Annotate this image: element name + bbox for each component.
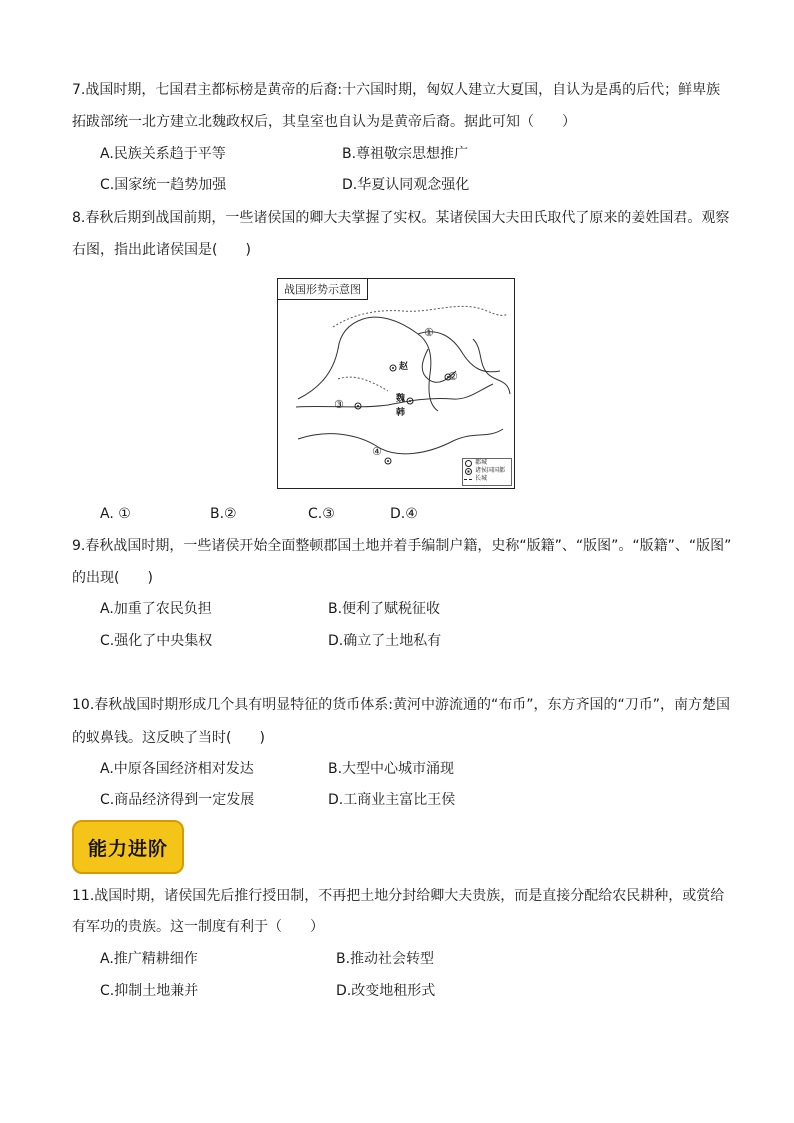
question-9-text-line1: 9.春秋战国时期，一些诸侯开始全面整顿郡国土地并着手编制户籍，史称“版籍”、“版图”。“版籍”、“版图” <box>72 538 732 554</box>
question-8-text-line2: 右图，指出此诸侯国是( ) <box>72 242 251 258</box>
question-7-option-a[interactable]: A.民族关系趋于平等 <box>100 146 226 162</box>
question-11-option-a[interactable]: A.推广精耕细作 <box>100 951 198 967</box>
warring-states-map <box>277 278 515 489</box>
map-drawing <box>278 279 513 487</box>
question-9-option-a[interactable]: A.加重了农民负担 <box>100 601 212 617</box>
map-legend <box>462 458 512 486</box>
map-marker-4: ④ <box>372 445 382 458</box>
question-7-option-b[interactable]: B.尊祖敬宗思想推广 <box>342 146 469 162</box>
question-7-option-d[interactable]: D.华夏认同观念强化 <box>342 177 470 193</box>
question-7-option-c[interactable]: C.国家统一趋势加强 <box>100 177 227 193</box>
legend-great-wall: 长城 <box>463 475 511 483</box>
question-11-option-d[interactable]: D.改变地租形式 <box>336 983 436 999</box>
question-11-text-line2: 有军功的贵族。这一制度有利于（ ） <box>72 919 324 935</box>
question-9-text-line2: 的出现( ) <box>72 570 153 586</box>
question-7-text-line2: 拓跋部统一北方建立北魏政权后，其皇室也自认为是黄帝后裔。据此可知（ ） <box>72 114 576 130</box>
legend-capital: 都城 <box>463 459 511 467</box>
question-9-option-c[interactable]: C.强化了中央集权 <box>100 633 213 649</box>
question-10-option-d[interactable]: D.工商业主富比王侯 <box>328 792 456 808</box>
legend-state-capital: 诸侯国国都 <box>463 467 511 475</box>
question-10-text-line1: 10.春秋战国时期形成几个具有明显特征的货币体系:黄河中游流通的“布币”，东方齐国的“刀币”，南方楚国 <box>72 697 730 713</box>
question-7-text-line1: 7.战国时期，七国君主都标榜是黄帝的后裔:十六国时期，匈奴人建立大夏国，自认为是禹的后代；鲜卑族 <box>72 82 721 98</box>
question-10-option-b[interactable]: B.大型中心城市涌现 <box>328 761 455 777</box>
map-label-zhao: 赵 <box>399 362 409 372</box>
map-marker-3: ③ <box>334 398 344 411</box>
map-label-han: 韩 <box>396 408 406 418</box>
question-11-option-c[interactable]: C.抑制土地兼并 <box>100 983 199 999</box>
question-9-option-b[interactable]: B.便利了赋税征收 <box>328 601 441 617</box>
question-10-option-a[interactable]: A.中原各国经济相对发达 <box>100 761 254 777</box>
question-9-option-d[interactable]: D.确立了土地私有 <box>328 633 442 649</box>
map-label-wei: 魏 <box>396 394 406 404</box>
question-8-option-c[interactable]: C.③ <box>308 506 335 522</box>
question-8-option-a[interactable]: A. ① <box>100 506 131 522</box>
question-11-option-b[interactable]: B.推动社会转型 <box>336 951 435 967</box>
question-10-option-c[interactable]: C.商品经济得到一定发展 <box>100 792 255 808</box>
question-8-option-d[interactable]: D.④ <box>390 506 418 522</box>
map-marker-2: ② <box>448 370 458 383</box>
section-badge-advanced: 能力进阶 <box>72 820 184 874</box>
question-10-text-line2: 的蚁鼻钱。这反映了当时( ) <box>72 730 265 746</box>
map-title: 战国形势示意图 <box>278 279 368 300</box>
question-11-text-line1: 11.战国时期，诸侯国先后推行授田制，不再把土地分封给卿大夫贵族，而是直接分配给农民耕种，或赏给 <box>72 888 725 904</box>
question-8-text-line1: 8.春秋后期到战国前期，一些诸侯国的卿大夫掌握了实权。某诸侯国大夫田氏取代了原来的姜姓国君。观察 <box>72 210 730 226</box>
question-8-option-b[interactable]: B.② <box>210 506 237 522</box>
map-marker-1: ① <box>424 326 434 339</box>
